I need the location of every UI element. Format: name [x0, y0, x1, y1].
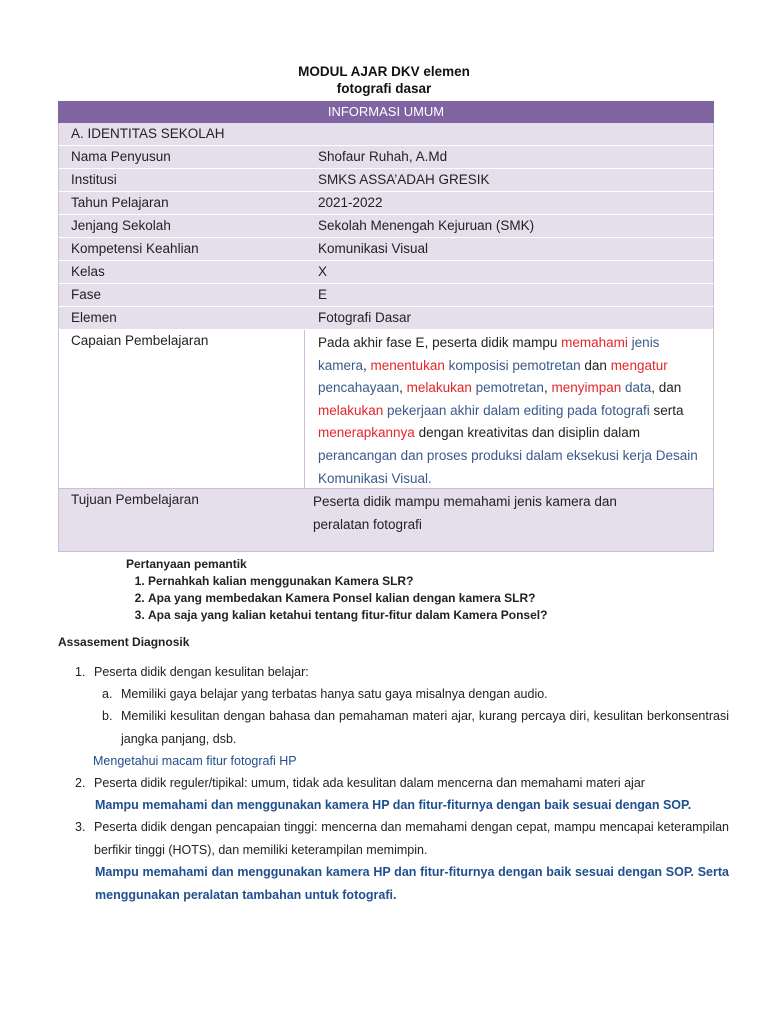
- capaian-segment: dan: [580, 357, 611, 373]
- row-label: Elemen: [71, 310, 117, 325]
- table-row: [58, 307, 714, 330]
- list-item: [58, 661, 730, 683]
- capaian-segment: pekerjaan akhir dalam editing pada fotografi: [383, 402, 650, 418]
- list-letter: a.: [102, 687, 113, 701]
- capaian-segment: jenis kamera: [318, 335, 660, 373]
- row-label: Nama Penyusun: [71, 149, 171, 164]
- tujuan-label: Tujuan Pembelajaran: [71, 492, 199, 507]
- table-row: [58, 215, 714, 238]
- row-value: Shofaur Ruhah, A.Md: [318, 149, 448, 164]
- list-number: 1.: [75, 665, 86, 679]
- capaian-segment: komposisi pemotretan: [444, 357, 581, 373]
- capaian-segment: ,: [399, 380, 407, 396]
- list-item: 2. Apa yang membedakan Kamera Ponsel kalian dengan kamera SLR?: [148, 590, 547, 607]
- item-text: Memiliki gaya belajar yang terbatas hanya satu gaya misalnya dengan audio.: [121, 687, 548, 701]
- capaian-segment: serta: [649, 402, 684, 418]
- capaian-segment: Pada akhir fase E, peserta didik mampu: [318, 335, 562, 350]
- row-label: Institusi: [71, 172, 117, 187]
- capaian-text: [318, 332, 708, 490]
- note-text: Mengetahui macam fitur fotografi HP: [93, 754, 297, 768]
- tujuan-value: Peserta didik mampu memahami jenis kamera dan peralatan fotografi: [313, 494, 617, 532]
- note-text: Mampu memahami dan menggunakan kamera HP dan fitur-fiturnya dengan baik sesuai dengan SOP. Serta menggunakan peralatan tambahan untuk fotografi.: [95, 865, 729, 902]
- table-row: [58, 238, 714, 261]
- title-line2: fotografi dasar: [336, 81, 432, 96]
- list-number: 3.: [75, 820, 86, 834]
- item-text: Peserta didik dengan pencapaian tinggi: mencerna dan memahami dengan cepat, mampu mencapai keterampilan berfikir tinggi (HOTS), dan memiliki keterampilan memimpin.: [94, 820, 729, 857]
- capaian-segment: melakukan: [318, 402, 384, 418]
- capaian-segment: mengatur: [610, 357, 668, 373]
- row-value: Fotografi Dasar: [318, 310, 412, 325]
- pertanyaan-heading: Pertanyaan pemantik: [126, 557, 247, 571]
- list-item: [58, 816, 730, 861]
- table-row: [58, 284, 714, 307]
- capaian-segment: ,: [363, 357, 371, 373]
- row-value: 2021-2022: [318, 195, 383, 210]
- capaian-segment: pemotretan: [471, 380, 544, 396]
- list-letter: b.: [102, 709, 113, 723]
- item-text: Memiliki kesulitan dengan bahasa dan pemahaman materi ajar, kurang percaya diri, kesulitan berkonsentrasi jangka panjang, dsb.: [121, 709, 729, 746]
- item-text: Peserta didik reguler/tipikal: umum, tidak ada kesulitan dalam mencerna dan memahami materi ajar: [94, 776, 645, 790]
- capaian-row: [58, 330, 714, 489]
- tujuan-row: [58, 489, 714, 552]
- capaian-segment: , dan: [651, 380, 682, 396]
- row-value: SMKS ASSA’ADAH GRESIK: [318, 172, 490, 187]
- capaian-segment: menyimpan: [551, 380, 622, 396]
- list-number: 2.: [75, 776, 86, 790]
- note-text: Mampu memahami dan menggunakan kamera HP dan fitur-fiturnya dengan baik sesuai dengan SOP.: [95, 798, 692, 812]
- capaian-segment: dengan kreativitas dan disiplin dalam: [414, 425, 640, 441]
- capaian-segment: data: [621, 380, 652, 396]
- row-value: X: [318, 264, 328, 279]
- title-line1: MODUL AJAR DKV elemen: [298, 64, 470, 79]
- list-item: 3. Apa saja yang kalian ketahui tentang fitur-fitur dalam Kamera Ponsel?: [148, 607, 547, 624]
- table-row: [58, 169, 714, 192]
- capaian-segment: memahami: [561, 335, 628, 350]
- pertanyaan-pemantik: [126, 556, 547, 624]
- row-label: Fase: [71, 287, 102, 302]
- table-row: [58, 146, 714, 169]
- row-value: E: [318, 287, 328, 302]
- capaian-label: Capaian Pembelajaran: [71, 333, 209, 348]
- capaian-segment: pencahayaan: [318, 380, 400, 396]
- item-text: Peserta didik dengan kesulitan belajar:: [94, 665, 309, 679]
- row-label: Kelas: [71, 264, 105, 279]
- table-row: [58, 192, 714, 215]
- row-label: Kompetensi Keahlian: [71, 241, 199, 256]
- list-item: 1. Pernahkah kalian menggunakan Kamera SLR?: [148, 573, 547, 590]
- row-label: Tahun Pelajaran: [71, 195, 169, 210]
- capaian-segment: melakukan: [406, 380, 472, 396]
- pertanyaan-list: [126, 573, 547, 624]
- info-table: [58, 101, 714, 552]
- note: [58, 750, 730, 772]
- note: [58, 794, 730, 816]
- document-title: [0, 63, 768, 97]
- capaian-segment: menerapkannya: [318, 425, 415, 441]
- section-label: A. IDENTITAS SEKOLAH: [71, 126, 225, 141]
- row-value: Sekolah Menengah Kejuruan (SMK): [318, 218, 535, 233]
- capaian-segment: perancangan dan proses produksi dalam eksekusi kerja Desain Komunikasi Visual.: [318, 447, 698, 486]
- capaian-segment: ,: [543, 380, 552, 396]
- capaian-segment: menentukan: [370, 357, 445, 373]
- section-row: [58, 123, 714, 146]
- table-header: INFORMASI UMUM: [58, 101, 714, 123]
- cell-divider: [304, 330, 305, 488]
- row-label: Jenjang Sekolah: [71, 218, 171, 233]
- table-row: [58, 261, 714, 284]
- row-value: Komunikasi Visual: [318, 241, 429, 256]
- list-item: [58, 683, 730, 705]
- note: [58, 861, 730, 906]
- assesment-heading: Assasement Diagnosik: [58, 635, 190, 649]
- list-item: [58, 772, 730, 794]
- list-item: [58, 705, 730, 750]
- assesment-body: [58, 661, 730, 906]
